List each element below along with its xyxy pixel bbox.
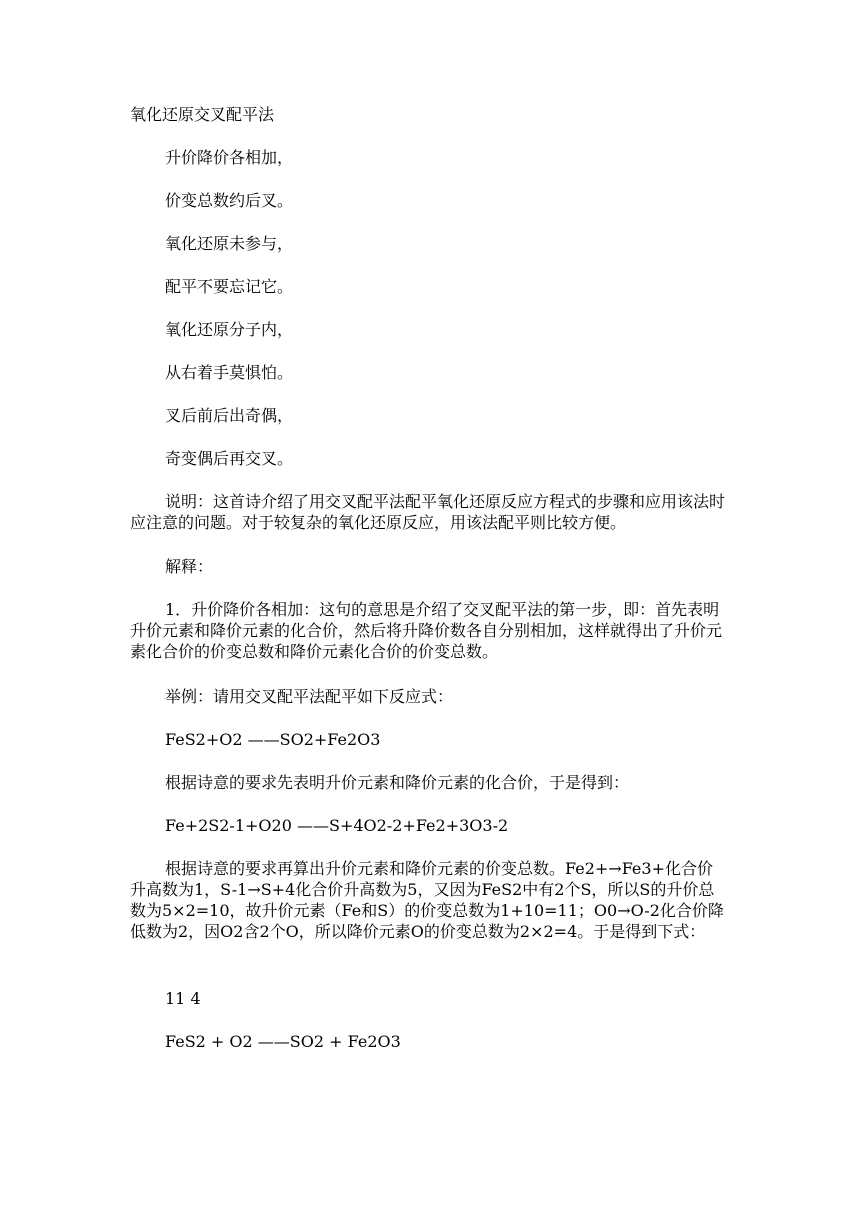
poem-line-3: 氧化还原未参与， bbox=[165, 234, 294, 253]
poem-line-1: 升价降价各相加， bbox=[165, 148, 294, 167]
equation-3: FeS2 + O2 ——SO2 + Fe2O3 bbox=[165, 1032, 401, 1051]
explanation-paragraph: 说明：这首诗介绍了用交叉配平法配平氧化还原反应方程式的步骤和应用该法时应注意的问题。对于较复杂的氧化还原反应，用该法配平则比较方便。 bbox=[130, 492, 726, 532]
poem-line-5: 氧化还原分子内， bbox=[165, 320, 294, 339]
valence-change-numbers: 11 4 bbox=[165, 989, 201, 1008]
step-1-text: 根据诗意的要求先表明升价元素和降价元素的化合价，于是得到： bbox=[165, 773, 630, 792]
poem-line-6: 从右着手莫惧怕。 bbox=[165, 363, 294, 382]
poem-line-7: 叉后前后出奇偶， bbox=[165, 406, 294, 425]
interpretation-label: 解释： bbox=[165, 557, 214, 576]
example-label: 举例：请用交叉配平法配平如下反应式： bbox=[165, 687, 454, 706]
poem-line-2: 价变总数约后叉。 bbox=[165, 191, 294, 210]
step-2-paragraph: 根据诗意的要求再算出升价元素和降价元素的价变总数。Fe2+→Fe3+化合价升高数为1，S-1→S+4化合价升高数为5，又因为FeS2中有2个S，所以S的升价总数为5×2=10，故升价元素（Fe和S）的价变总数为1+10=11；O0→O-2化合价降低数为2，因O2含2个O，所以降价元素O的价变总数为2×2=4。于是得到下式： bbox=[130, 859, 724, 941]
equation-2: Fe+2S2-1+O20 ——S+4O2-2+Fe2+3O3-2 bbox=[165, 816, 509, 835]
equation-1: FeS2+O2 ——SO2+Fe2O3 bbox=[165, 730, 381, 749]
point-1-paragraph: 1．升价降价各相加：这句的意思是介绍了交叉配平法的第一步，即：首先表明升价元素和降价元素的化合价，然后将升降价数各自分别相加，这样就得出了升价元素化合价的价变总数和降价元素化合价的价变总数。 bbox=[130, 600, 723, 661]
poem-line-4: 配平不要忘记它。 bbox=[165, 277, 294, 296]
document-title: 氧化还原交叉配平法 bbox=[130, 105, 275, 124]
poem-line-8: 奇变偶后再交叉。 bbox=[165, 449, 294, 468]
